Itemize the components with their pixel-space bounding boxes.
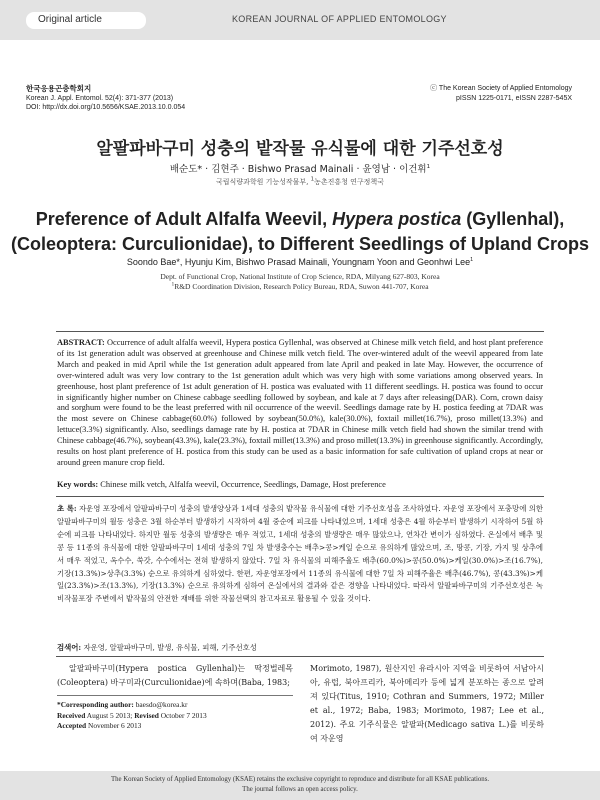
- article-type-label: Original article: [38, 14, 102, 25]
- copyright-footer: [0, 771, 600, 800]
- journal-name: KOREAN JOURNAL OF APPLIED ENTOMOLOGY: [232, 14, 447, 24]
- body-right-column: [310, 662, 544, 746]
- received-label: Received: [57, 710, 86, 720]
- korean-keywords-label: 검색어:: [57, 643, 82, 652]
- korean-authors: [0, 161, 600, 175]
- english-affiliation-2-line: [0, 282, 600, 292]
- english-title-line-2: (Coleoptera: Curculionidae), to Different Seedlings of Upland Crops: [10, 234, 590, 254]
- korean-affiliation-sup: 1: [310, 176, 315, 183]
- journal-header-bar: [0, 0, 600, 40]
- issn-line: pISSN 1225-0171, eISSN 2287-545X: [456, 94, 572, 102]
- accepted-line: [57, 721, 207, 732]
- korean-affiliation: [0, 177, 600, 187]
- citation-line: Korean J. Appl. Entomol. 52(4): 371-377 (2013): [26, 94, 174, 102]
- korean-journal-name: 한국응용곤충학회지: [26, 84, 92, 93]
- body-left-column: [57, 662, 293, 690]
- body-right-text: Morimoto, 1987), 원산지인 유라시아 지역을 비롯하여 서남아시아, 유럽, 북아프리카, 북아메리카 등에 넓게 분포하는 종으로 알려져 있다(Titus, 1910; Cothran and Summers, 1972; Miller et al., 1972; Baba, 1983; Morimoto, 1987; Lee et al., 2012). 주요 기주식물은 알팔파(Medicago sativa L.)를 비롯하여 자운영: [310, 664, 544, 743]
- article-type-tag: [26, 12, 146, 29]
- accepted-date: November 6 2013: [86, 721, 142, 730]
- copyright-block: [430, 84, 572, 103]
- received-date: August 5 2013;: [85, 710, 135, 720]
- body-left-text: 알팔파바구미(Hypera postica Gyllenhal)는 딱정벌레목(Coleoptera) 바구미과(Curculionidae)에 속하며(Baba, 1983;: [57, 664, 293, 687]
- english-affiliation-1: Dept. of Functional Crop, National Institute of Crop Science, RDA, Milyang 627-803, Korea: [160, 272, 440, 281]
- accepted-label: Accepted: [57, 721, 87, 730]
- english-title-part-a: Preference of Adult Alfalfa Weevil,: [35, 209, 333, 229]
- footnote-block: [57, 700, 207, 732]
- korean-authors-sup: 1: [426, 163, 431, 170]
- english-authors: [0, 257, 600, 267]
- korean-keywords-line: [57, 642, 257, 653]
- korean-abstract-text: 자운영 포장에서 알팔파바구미 성충의 발생양상과 1세대 성충의 밭작물 유식물에 대한 기주선호성을 조사하였다. 자운영 포장에서 포충망에 의한 알팔파바구미의 월동 성충은 3월 하순부터 발생하기 시작하여 4월 중순에 피크를 나타내었으며, 1세대 성충은 4월 하순부터 발생하기 시작하여 5월 하순에 피크를 나타내었다. 하지만 월동 성충의 발생량은 매우 적었고, 1세대 성충의 발생량은 매우 많았으나, 연차간 변이가 심하였다. 온실에서 배추 및 콩 등 11종의 유식물에 대한 알팔파바구미 1세대 성충의 7일 차 발생충수는 배추>콩>케일 순으로 유의하게 많았으며, 조, 땅콩, 기장, 가지 및 상추에서 매우 적었고, 옥수수, 쑥갓, 수수에서는 전혀 발생하지 않았다. 7일 차 유식물의 피해주율도 배추(60.0%)>콩(50.0%)>케일(30.0%)>조(16.7%), 기장(13.3%)>상추(3.3%) 순으로 유의하게 심하였다. 한편, 자운영포장에서 11종의 유식물에 대한 7일 차 피해주율은 배추(46.7%), 콩(43.3%)>케일(23.3%)>조(13.3%), 기장(13.3%) 순으로 유의하게 심하여 온실에서의 결과와 같은 경향을 나타내었다. 따라서 알팔파바구미의 기주선호성은 녹비작물포장 주변에서 밭작물의 안전한 재배를 위한 작물선택의 참고자료로 활용될 수 있을 것이다.: [57, 504, 543, 604]
- abstract-paragraph: [57, 338, 543, 469]
- english-authors-text: Soondo Bae*, Hyunju Kim, Bishwo Prasad Mainali, Youngnam Yoon and Geonhwi Lee: [126, 257, 471, 267]
- english-affiliations: [0, 272, 600, 292]
- footer-line-2: The journal follows an open access policy.: [242, 786, 358, 793]
- english-title: [0, 207, 600, 257]
- revised-label: Revised: [134, 710, 159, 720]
- footer-line-1: The Korean Society of Applied Entomology (KSAE) retains the exclusive copyright to reproduce and distribute for all KSAE publications.: [110, 776, 490, 783]
- english-affiliation-2: R&D Coordination Division, Research Policy Bureau, RDA, Suwon 441-707, Korea: [174, 282, 429, 291]
- abstract-text: Occurrence of adult alfalfa weevil, Hypera postica Gyllenhal, was observed at Chinese milk vetch field, and host plant preference of its 1st generation adult was observed at greenhouse and Chinese milk vetch field. The over-wintered adult of the weevil appeared from late March and peaked in mid April while the 1st generation adult appeared from late April and peaked in late May. However, the occurrence of over-wintered adult was very low contrary to the 1st generation adult which was very high with some variations among observed years. In greenhouse, host plant preference of 1st adult generation of H. postica was evaluated with 11 different seedlings. H. postica was found to occur in significantly higher number on Chinese cabbage seedling followed by soybean, and kale at 7 days after releasing(DAR). Corn, crown daisy and sorghum were found to be the least preferred with nil occurrence of the weevil. Seedlings damage rate by H. postica feeding at 7DAR was the most severe on Chinese cabbage(60.0%) followed by soybean(50.0%), kale(30.0%), foxtail millet(16.7%), proso millet(13.3%) and lettuce(3.3%) significantly. Also, seedlings damage rate by H. postica at 7DAR in Chinese milk vetch field had shown the similar trend with Chinese cabbage(46.7%), soybean(43.3%), kale(23.3%), foxtail millet(13.3%) and proso millet(13.3%) in greenhouse significantly. Accordingly, results on host plant preference of H. postica from this study can be used as a basic information for safe cultivation of upland crops at near or around green manure crop field.: [57, 338, 543, 467]
- english-title-species: Hypera postica: [332, 209, 462, 229]
- keywords-text: Chinese milk vetch, Alfalfa weevil, Occurrence, Seedlings, Damage, Host preference: [98, 480, 386, 489]
- korean-abstract-rule: [56, 496, 544, 497]
- received-line: [57, 711, 207, 722]
- english-title-part-c: (Gyllenhal),: [461, 209, 565, 229]
- corresponding-author-label: *Corresponding author:: [57, 700, 134, 709]
- korean-affiliation-1: 국립식량과학원 기능성작물부,: [216, 178, 311, 186]
- korean-affiliation-2: 농촌진흥청 연구정책국: [314, 178, 384, 186]
- abstract-top-rule: [56, 331, 544, 332]
- english-affiliation-2-sup: 1: [171, 281, 175, 288]
- citation-block: [26, 84, 185, 113]
- abstract-label: ABSTRACT:: [57, 338, 105, 347]
- korean-title: 알팔파바구미 성충의 밭작물 유식물에 대한 기주선호성: [96, 139, 504, 159]
- corresponding-author-email[interactable]: baesdo@korea.kr: [133, 700, 188, 709]
- body-top-rule: [56, 656, 544, 657]
- english-authors-sup: 1: [470, 257, 474, 263]
- korean-authors-text: 배순도* · 김현주 · Bishwo Prasad Mainali · 윤영남 · 이건휘: [169, 164, 427, 175]
- footnote-rule: [57, 695, 293, 696]
- revised-date: October 7 2013: [158, 710, 207, 720]
- korean-abstract-paragraph: [57, 503, 543, 606]
- korean-abstract-label: 초 록:: [57, 504, 77, 513]
- copyright-line: ⓒ The Korean Society of Applied Entomology: [430, 85, 572, 92]
- doi-link[interactable]: DOI: http://dx.doi.org/10.5656/KSAE.2013.10.0.054: [26, 104, 186, 111]
- korean-keywords-text: 자운영, 알팔파바구미, 발생, 유식물, 피해, 기주선호성: [81, 643, 257, 652]
- english-title-line-1: [0, 207, 600, 232]
- corresponding-author-line: [57, 700, 207, 711]
- keywords-label: Key words:: [57, 480, 99, 489]
- keywords-line: [57, 480, 543, 489]
